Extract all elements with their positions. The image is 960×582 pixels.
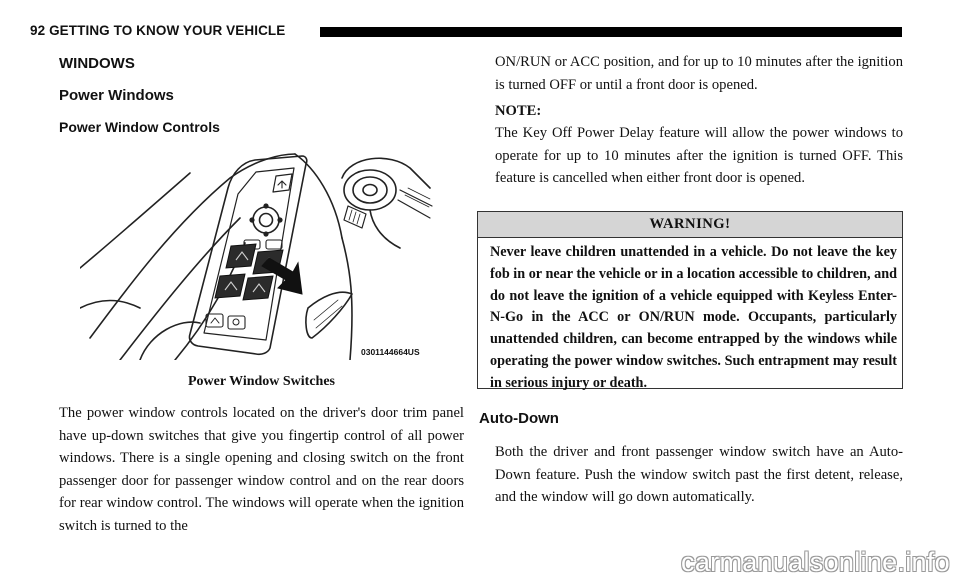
warning-box bbox=[477, 211, 903, 389]
header-rule bbox=[320, 27, 902, 37]
figure-caption: Power Window Switches bbox=[187, 374, 335, 389]
subheading-auto-down: Auto-Down bbox=[479, 410, 559, 427]
door-panel-drawing bbox=[80, 148, 442, 360]
page-header: 92 GETTING TO KNOW YOUR VEHICLE bbox=[30, 23, 286, 38]
warning-text: Never leave children unattended in a vehicle. Do not leave the key fob in or near the vehicle or in a location accessible to children, and do not leave the ignition of a vehicle equipped with Keyless Enter-N-Go in the ACC or ON/RUN mode. Occupants, particularly unattended children, can become entrapped by the windows while operating the power window switches. Such entrapment may result in serious injury or death. bbox=[490, 244, 897, 391]
warning-title: WARNING! bbox=[478, 212, 902, 238]
watermark-text: carmanualsonline.info bbox=[681, 547, 950, 577]
note-label: NOTE: bbox=[495, 103, 542, 119]
subheading-power-windows: Power Windows bbox=[59, 87, 174, 104]
note-text: The Key Off Power Delay feature will allow the power windows to operate for up to 10 minutes after the ignition is turned OFF. This feature is cancelled when either front door is opened. bbox=[495, 125, 903, 186]
power-window-switches-illustration bbox=[80, 148, 442, 360]
figure-code-label: 0301144664US bbox=[361, 347, 420, 357]
section-heading-windows: WINDOWS bbox=[59, 55, 135, 72]
body-paragraph-continued: ON/RUN or ACC position, and for up to 10 minutes after the ignition is turned OFF or until a front door is opened. bbox=[495, 54, 903, 93]
body-paragraph-controls: The power window controls located on the driver's door trim panel have up-down switches that give you fingertip control of all power windows. There is a single opening and closing switch on the front passenger door for passenger window control and on the rear doors for rear window control. The windows will operate when the ignition switch is turned to the bbox=[59, 405, 464, 534]
body-paragraph-auto-down: Both the driver and front passenger window switch have an Auto-Down feature. Push the window switch past the first detent, release, and the window will go down automatically. bbox=[495, 444, 903, 505]
subheading-power-window-controls: Power Window Controls bbox=[59, 119, 220, 135]
